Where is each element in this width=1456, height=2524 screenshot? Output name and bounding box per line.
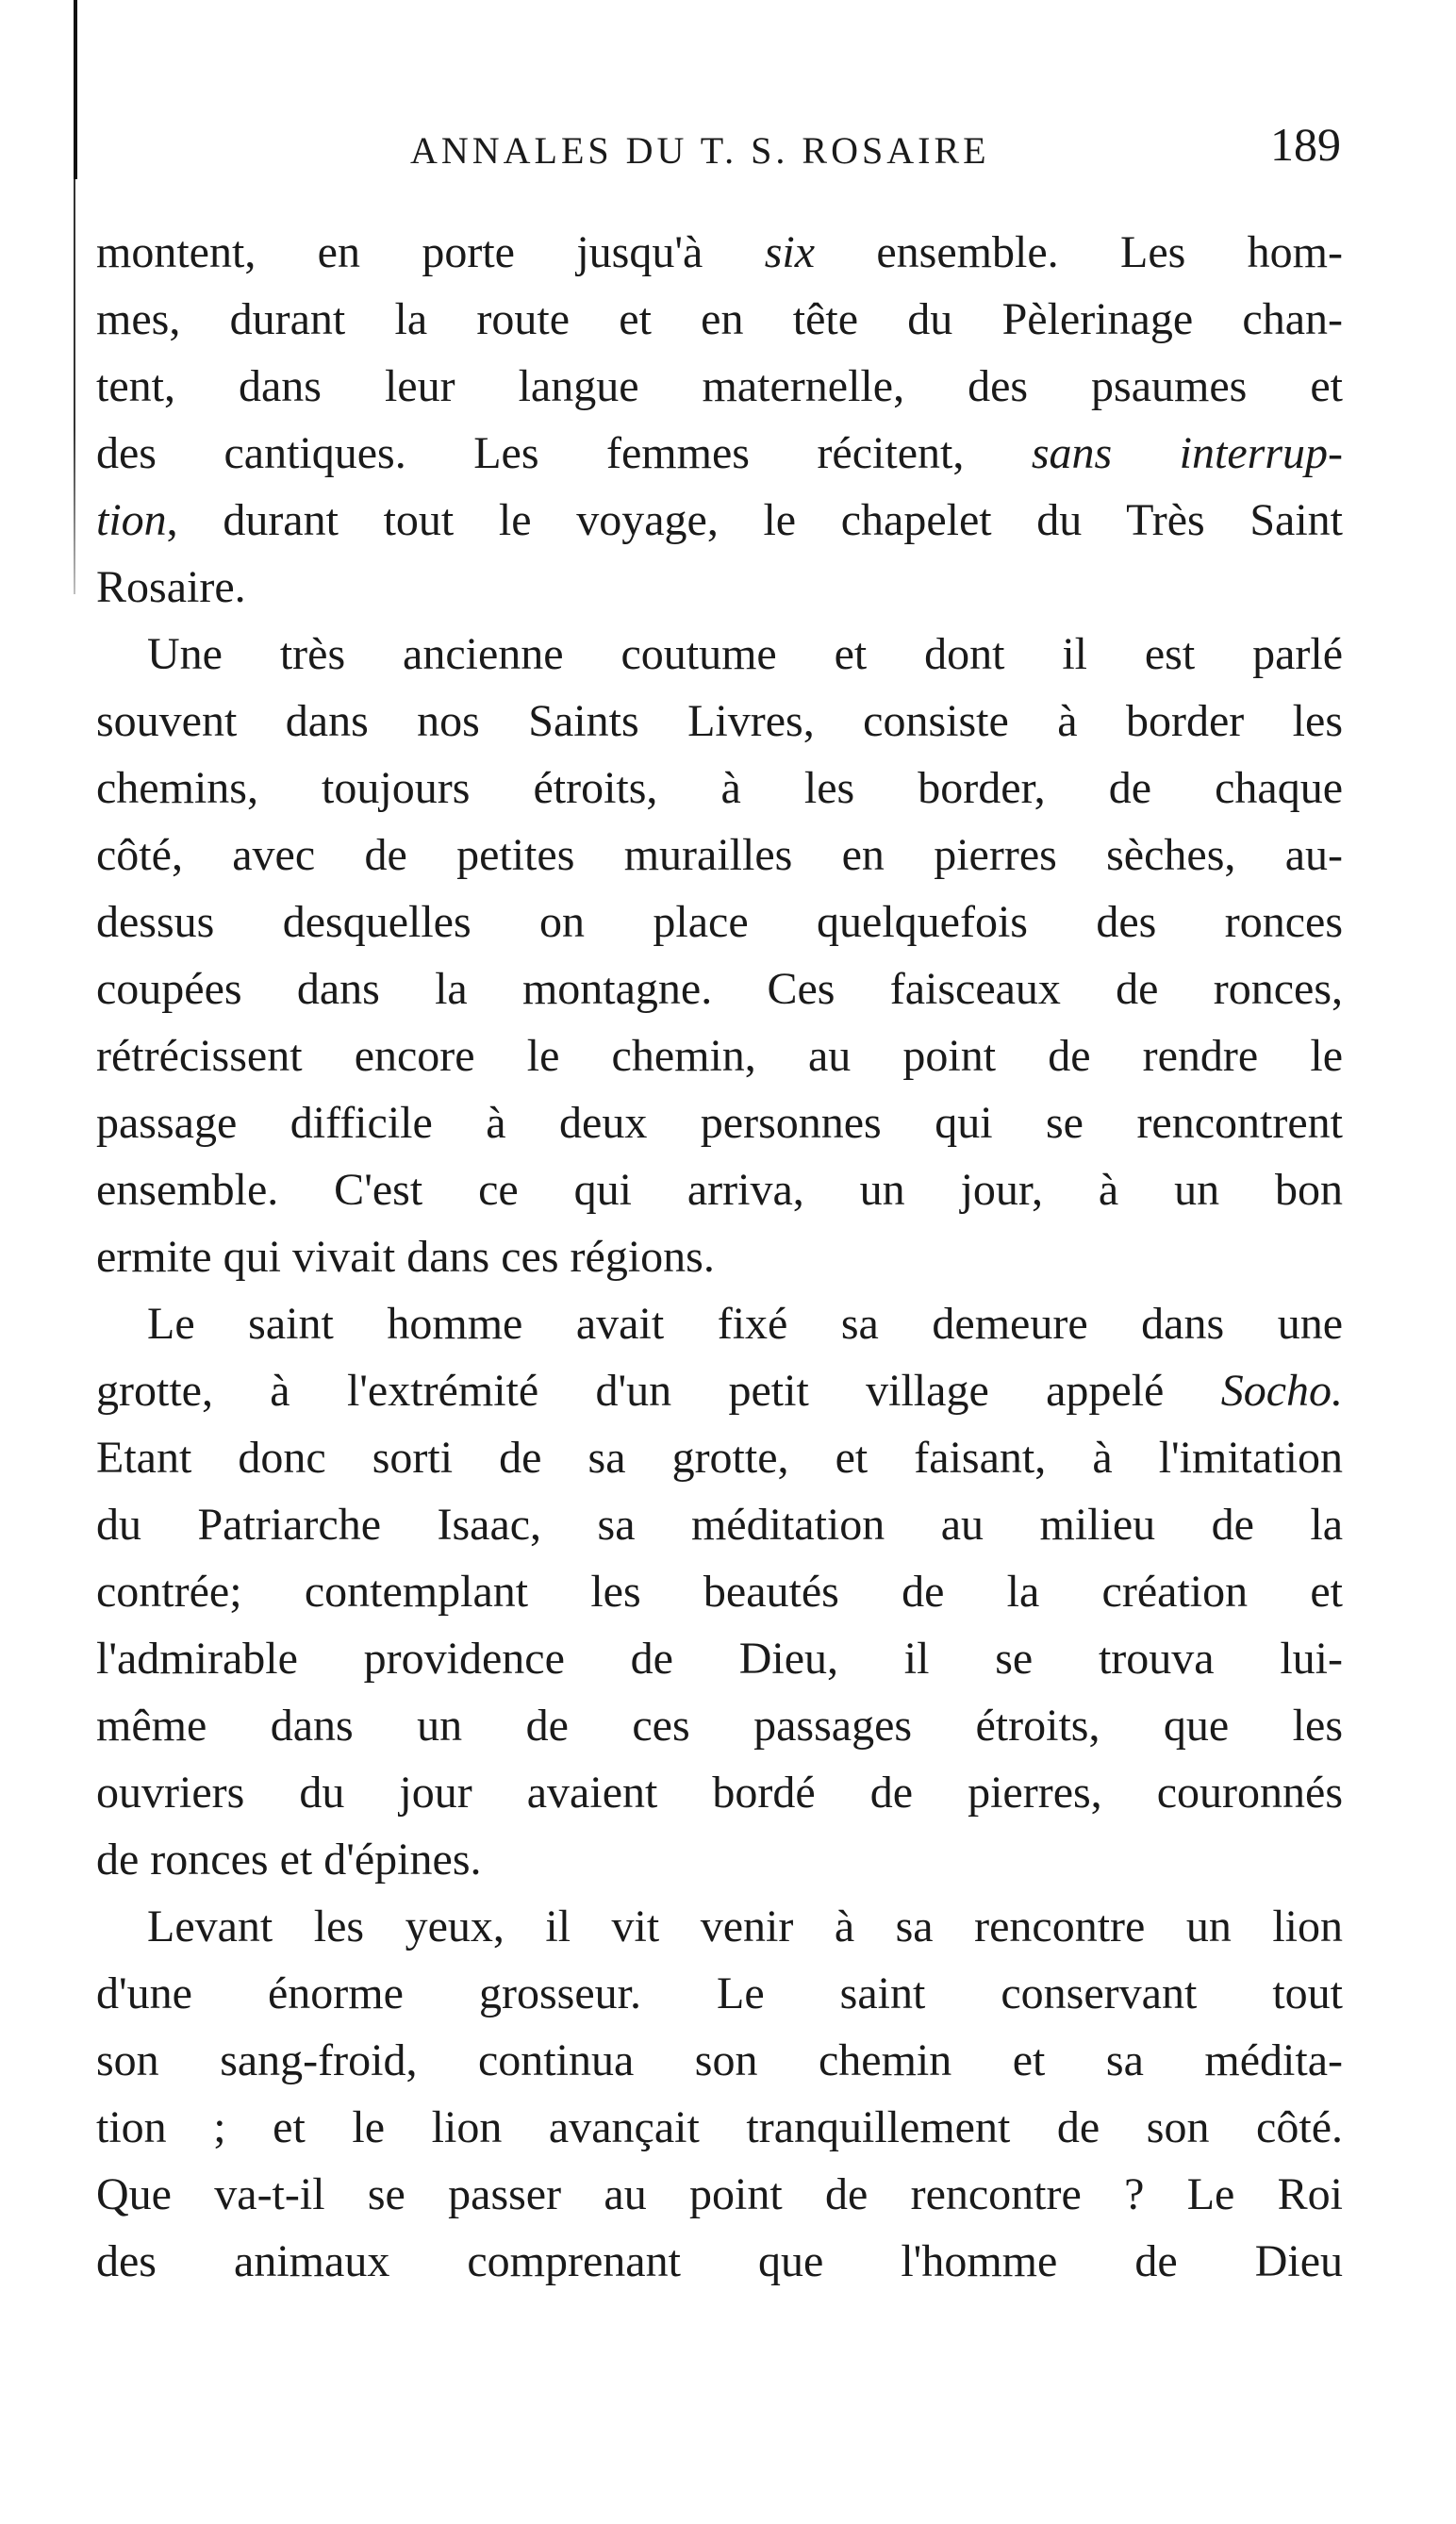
text-line: de ronces et d'épines. <box>96 1835 482 1885</box>
italic-text: six <box>764 227 816 277</box>
page-number: 189 <box>1270 118 1341 171</box>
text-line: mes, durant la route et en tête du Pèlerinage chan- <box>96 294 1343 344</box>
text-line: Rosaire. <box>96 562 246 612</box>
text-line: grotte, à l'extrémité d'un petit village appelé Socho. <box>96 1366 1343 1416</box>
text-line: passage difficile à deux personnes qui se rencontrent <box>96 1098 1343 1148</box>
text-line: contrée; contemplant les beautés de la création et <box>96 1567 1343 1617</box>
paragraph <box>96 621 1343 1290</box>
text-line: ermite qui vivait dans ces régions. <box>96 1232 715 1282</box>
text-line: ouvriers du jour avaient bordé de pierres, couronnés <box>96 1768 1343 1818</box>
text-line: Le saint homme avait fixé sa demeure dans une <box>147 1299 1343 1349</box>
text-line: Que va-t-il se passer au point de rencontre ? Le Roi <box>96 2169 1343 2219</box>
italic-text: tion <box>96 495 167 545</box>
running-title: ANNALES DU T. S. ROSAIRE <box>410 129 990 172</box>
text-line: montent, en porte jusqu'à six ensemble. Les hom- <box>96 227 1343 277</box>
text-line: même dans un de ces passages étroits, que les <box>96 1701 1343 1751</box>
text-line: des cantiques. Les femmes récitent, sans interrup- <box>96 428 1343 478</box>
italic-text: Socho. <box>1220 1366 1343 1416</box>
text-line: rétrécissent encore le chemin, au point de rendre le <box>96 1031 1343 1081</box>
text-line: tion ; et le lion avançait tranquillement de son côté. <box>96 2102 1343 2152</box>
text-line: l'admirable providence de Dieu, il se trouva lui- <box>96 1634 1343 1684</box>
paragraph <box>96 1893 1343 2295</box>
paragraph <box>96 1290 1343 1893</box>
margin-rule-faded <box>74 179 75 594</box>
text-line: dessus desquelles on place quelquefois des ronces <box>96 897 1343 947</box>
text-line: côté, avec de petites murailles en pierres sèches, au- <box>96 830 1343 880</box>
text-line: tion, durant tout le voyage, le chapelet du Très Saint <box>96 495 1343 545</box>
text-line: souvent dans nos Saints Livres, consiste à border les <box>96 696 1343 746</box>
text-line: Etant donc sorti de sa grotte, et faisant, à l'imitation <box>96 1433 1343 1483</box>
margin-rule <box>74 0 77 179</box>
text-line: du Patriarche Isaac, sa méditation au milieu de la <box>96 1500 1343 1550</box>
text-line: Une très ancienne coutume et dont il est parlé <box>147 629 1343 679</box>
running-head <box>94 111 1341 187</box>
text-line: d'une énorme grosseur. Le saint conservant tout <box>96 1968 1343 2018</box>
text-line: son sang-froid, continua son chemin et sa médita- <box>96 2035 1343 2085</box>
paragraph <box>96 219 1343 621</box>
text-line: ensemble. C'est ce qui arriva, un jour, à un bon <box>96 1165 1343 1215</box>
text-line: Levant les yeux, il vit venir à sa rencontre un lion <box>147 1901 1343 1951</box>
italic-text: sans interrup- <box>1031 428 1343 478</box>
text-line: tent, dans leur langue maternelle, des psaumes et <box>96 361 1343 411</box>
text-line: des animaux comprenant que l'homme de Dieu <box>96 2236 1343 2286</box>
text-body <box>96 219 1343 2295</box>
text-line: chemins, toujours étroits, à les border, de chaque <box>96 763 1343 813</box>
text-line: coupées dans la montagne. Ces faisceaux de ronces, <box>96 964 1343 1014</box>
